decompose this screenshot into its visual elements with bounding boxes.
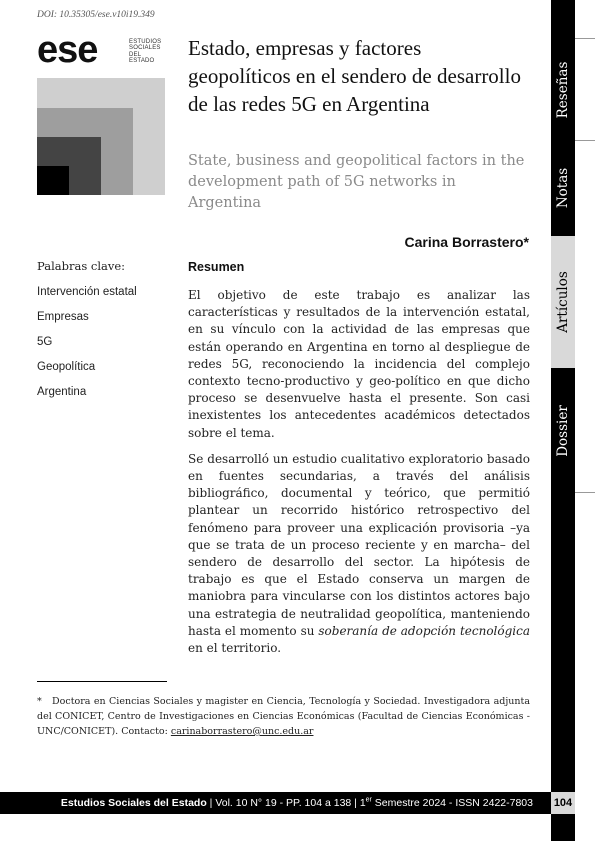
doi: DOI: 10.35305/ese.v10i19.349 [37,10,155,20]
keywords-list [37,284,137,409]
author-email-link[interactable]: carinaborrastero@unc.edu.ar [170,726,314,737]
author-name: Carina Borrastero* [404,234,529,250]
logo-squares-graphic [37,78,165,195]
tab-resenas[interactable]: Reseñas [555,61,571,119]
logo-wordmark: ese [37,29,98,71]
tab-articulos[interactable]: Artículos [551,236,575,368]
emphasis-text: soberanía de adopción tecnológica [318,623,530,638]
article-title: Estado, empresas y factores geopolíticos en el sendero de desarrollo de las redes 5G en Argentina [188,36,521,116]
keyword-item: Intervención estatal [37,286,137,298]
logo-subtitle: ESTUDIOS SOCIALES DEL ESTADO [129,39,162,64]
keywords-title: Palabras clave: [37,259,126,273]
tab-notas[interactable]: Notas [555,167,571,209]
footnote-mark: * [37,696,42,707]
footer-journal-name: Estudios Sociales del Estado [60,797,207,809]
keyword-item: Geopolítica [37,361,96,373]
keyword-item: 5G [37,336,53,348]
footnote-divider [37,681,167,682]
page-footer: Estudios Sociales del Estado | Vol. 10 N° 19 - PP. 104 a 138 | 1er Semestre 2024 - ISSN 2422-7803 [0,792,551,814]
page-number: 104 [551,792,575,814]
footnote: * Doctora en Ciencias Sociales y magister en Ciencia, Tecnología y Sociedad. Investigadora adjunta del CONICET, Centro de Investigaciones en Ciencias Económicas (Facultad de Ciencias Económicas - UNC/CONICET). Contacto: carinaborrastero@unc.edu.ar [37,696,530,737]
keyword-item: Empresas [37,311,89,323]
journal-logo [37,29,165,71]
keyword-item: Argentina [37,386,87,398]
abstract-paragraph-2: Se desarrolló un estudio cualitativo exploratorio basado en fuentes secundarias, a través del análisis bibliográfico, documental y teórico, que permitió plantear un recorrido histórico retrospectivo del fenómeno para proveer una explicación provisoria –ya que se trata de un proceso reciente y en marcha– del sendero de desarrollo del sector. La hipótesis de trabajo es que el Estado conserva un margen de maniobra para vincularse con los distintos actores bajo una estrategia de neutralidad geopolítica, manteniendo hasta el momento su soberanía de adopción tecnológica en el territorio. [188,451,530,656]
tab-dossier[interactable]: Dossier [555,405,571,457]
abstract-body [188,287,530,666]
article-title-english: State, business and geopolitical factors in the development path of 5G networks in Argentina [188,153,525,211]
abstract-heading: Resumen [188,260,245,274]
abstract-paragraph-1: El objetivo de este trabajo es analizar las características y resultados de la intervención estatal, en su vínculo con la actividad de las empresas que están operando en Argentina en torno al despliegue de redes 5G, reconociendo la incidencia del complejo contexto tecno-productivo y geo-político en que dicho proceso se desenvuelve hasta el presente. Son casi inexistentes los antecedentes académicos detectados sobre el tema. [188,288,530,440]
